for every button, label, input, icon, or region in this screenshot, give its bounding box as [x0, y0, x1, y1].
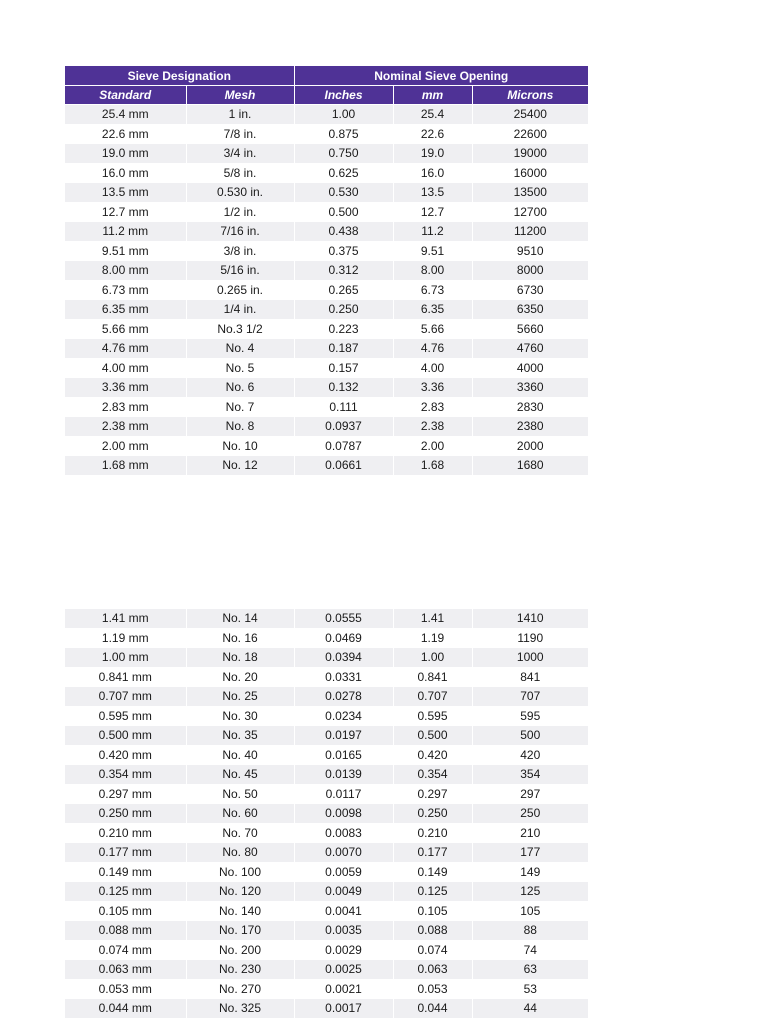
- cell-standard: 4.00 mm: [65, 358, 186, 378]
- cell-standard: 6.73 mm: [65, 280, 186, 300]
- cell-mesh: No.3 1/2: [186, 319, 294, 339]
- cell-microns: 1410: [472, 609, 588, 629]
- cell-mm: 0.063: [393, 960, 472, 980]
- cell-inches: 0.0469: [294, 628, 393, 648]
- cell-inches: 0.0197: [294, 726, 393, 746]
- cell-microns: 149: [472, 862, 588, 882]
- cell-mesh: No. 270: [186, 979, 294, 999]
- cell-mm: 12.7: [393, 202, 472, 222]
- cell-mesh: No. 230: [186, 960, 294, 980]
- cell-inches: 0.0165: [294, 745, 393, 765]
- cell-mm: 0.044: [393, 999, 472, 1018]
- cell-inches: 0.875: [294, 124, 393, 144]
- cell-standard: 16.0 mm: [65, 163, 186, 183]
- cell-standard: 0.149 mm: [65, 862, 186, 882]
- cell-mesh: No. 8: [186, 417, 294, 437]
- table-row: [65, 901, 588, 921]
- cell-standard: 6.35 mm: [65, 300, 186, 320]
- table-row: [65, 124, 588, 144]
- cell-inches: 0.0070: [294, 843, 393, 863]
- cell-standard: 0.063 mm: [65, 960, 186, 980]
- header-inches: Inches: [294, 86, 393, 105]
- table-row: [65, 358, 588, 378]
- table-row: [65, 319, 588, 339]
- table-row: [65, 300, 588, 320]
- cell-inches: 0.223: [294, 319, 393, 339]
- cell-standard: 0.250 mm: [65, 804, 186, 824]
- cell-mesh: No. 40: [186, 745, 294, 765]
- cell-microns: 22600: [472, 124, 588, 144]
- cell-microns: 44: [472, 999, 588, 1018]
- cell-inches: 0.111: [294, 397, 393, 417]
- cell-microns: 2830: [472, 397, 588, 417]
- cell-mm: 2.00: [393, 436, 472, 456]
- cell-mesh: 1/2 in.: [186, 202, 294, 222]
- table-row: [65, 745, 588, 765]
- cell-mm: 16.0: [393, 163, 472, 183]
- cell-mesh: No. 170: [186, 921, 294, 941]
- cell-mesh: No. 6: [186, 378, 294, 398]
- cell-mesh: 5/8 in.: [186, 163, 294, 183]
- table-row: [65, 144, 588, 164]
- cell-standard: 22.6 mm: [65, 124, 186, 144]
- cell-microns: 74: [472, 940, 588, 960]
- cell-standard: 0.595 mm: [65, 706, 186, 726]
- table-row: [65, 882, 588, 902]
- cell-mm: 0.707: [393, 687, 472, 707]
- cell-microns: 63: [472, 960, 588, 980]
- cell-microns: 6730: [472, 280, 588, 300]
- cell-standard: 0.297 mm: [65, 784, 186, 804]
- cell-inches: 0.0017: [294, 999, 393, 1018]
- cell-mm: 22.6: [393, 124, 472, 144]
- table-row: [65, 687, 588, 707]
- cell-inches: 0.187: [294, 339, 393, 359]
- cell-inches: 0.0394: [294, 648, 393, 668]
- cell-mm: 1.41: [393, 609, 472, 629]
- cell-mm: 11.2: [393, 222, 472, 242]
- cell-mesh: 1 in.: [186, 105, 294, 125]
- table-row: [65, 940, 588, 960]
- cell-standard: 0.841 mm: [65, 667, 186, 687]
- cell-standard: 0.074 mm: [65, 940, 186, 960]
- header-mesh: Mesh: [186, 86, 294, 105]
- cell-mm: 0.053: [393, 979, 472, 999]
- cell-mm: 9.51: [393, 241, 472, 261]
- cell-microns: 707: [472, 687, 588, 707]
- cell-mm: 0.500: [393, 726, 472, 746]
- cell-standard: 9.51 mm: [65, 241, 186, 261]
- cell-mm: 0.074: [393, 940, 472, 960]
- cell-standard: 19.0 mm: [65, 144, 186, 164]
- cell-mesh: No. 16: [186, 628, 294, 648]
- cell-mm: 0.105: [393, 901, 472, 921]
- cell-microns: 1190: [472, 628, 588, 648]
- table-row: [65, 823, 588, 843]
- cell-mm: 1.19: [393, 628, 472, 648]
- cell-microns: 3360: [472, 378, 588, 398]
- cell-inches: 0.0029: [294, 940, 393, 960]
- table-row: [65, 339, 588, 359]
- cell-microns: 105: [472, 901, 588, 921]
- cell-microns: 841: [472, 667, 588, 687]
- cell-mm: 0.210: [393, 823, 472, 843]
- sieve-table-top: [65, 66, 588, 475]
- table-row: [65, 804, 588, 824]
- cell-mesh: No. 10: [186, 436, 294, 456]
- cell-mesh: 3/4 in.: [186, 144, 294, 164]
- cell-inches: 0.0035: [294, 921, 393, 941]
- cell-inches: 0.0083: [294, 823, 393, 843]
- cell-standard: 5.66 mm: [65, 319, 186, 339]
- cell-standard: 8.00 mm: [65, 261, 186, 281]
- table-row: [65, 202, 588, 222]
- cell-mesh: 0.265 in.: [186, 280, 294, 300]
- cell-microns: 210: [472, 823, 588, 843]
- cell-mesh: No. 35: [186, 726, 294, 746]
- cell-microns: 8000: [472, 261, 588, 281]
- cell-mesh: No. 30: [186, 706, 294, 726]
- table-row: [65, 417, 588, 437]
- table-row: [65, 765, 588, 785]
- cell-standard: 1.68 mm: [65, 456, 186, 475]
- cell-mesh: 3/8 in.: [186, 241, 294, 261]
- cell-mm: 0.125: [393, 882, 472, 902]
- cell-mesh: No. 14: [186, 609, 294, 629]
- cell-microns: 25400: [472, 105, 588, 125]
- table-row: [65, 261, 588, 281]
- cell-mm: 0.354: [393, 765, 472, 785]
- cell-mesh: 5/16 in.: [186, 261, 294, 281]
- cell-microns: 9510: [472, 241, 588, 261]
- table-row: [65, 862, 588, 882]
- cell-microns: 1680: [472, 456, 588, 475]
- cell-standard: 0.088 mm: [65, 921, 186, 941]
- cell-mm: 0.297: [393, 784, 472, 804]
- cell-mm: 0.841: [393, 667, 472, 687]
- cell-standard: 4.76 mm: [65, 339, 186, 359]
- cell-microns: 88: [472, 921, 588, 941]
- cell-mm: 1.00: [393, 648, 472, 668]
- table-body-bottom: [65, 609, 588, 1018]
- table-row: [65, 222, 588, 242]
- cell-microns: 13500: [472, 183, 588, 203]
- cell-mm: 0.088: [393, 921, 472, 941]
- table-row: [65, 667, 588, 687]
- cell-standard: 12.7 mm: [65, 202, 186, 222]
- cell-microns: 297: [472, 784, 588, 804]
- cell-microns: 6350: [472, 300, 588, 320]
- cell-inches: 0.0025: [294, 960, 393, 980]
- cell-inches: 0.0021: [294, 979, 393, 999]
- cell-inches: 0.0234: [294, 706, 393, 726]
- cell-inches: 0.750: [294, 144, 393, 164]
- cell-standard: 1.00 mm: [65, 648, 186, 668]
- cell-inches: 0.132: [294, 378, 393, 398]
- cell-standard: 1.41 mm: [65, 609, 186, 629]
- cell-standard: 1.19 mm: [65, 628, 186, 648]
- cell-standard: 3.36 mm: [65, 378, 186, 398]
- cell-microns: 5660: [472, 319, 588, 339]
- sieve-table-bottom: [65, 608, 588, 1018]
- cell-microns: 125: [472, 882, 588, 902]
- cell-mm: 0.250: [393, 804, 472, 824]
- table-row: [65, 456, 588, 475]
- cell-mm: 19.0: [393, 144, 472, 164]
- cell-mesh: No. 20: [186, 667, 294, 687]
- cell-mesh: No. 5: [186, 358, 294, 378]
- cell-standard: 0.044 mm: [65, 999, 186, 1018]
- cell-standard: 0.053 mm: [65, 979, 186, 999]
- cell-inches: 0.0937: [294, 417, 393, 437]
- cell-microns: 4000: [472, 358, 588, 378]
- cell-inches: 0.0041: [294, 901, 393, 921]
- cell-mesh: No. 325: [186, 999, 294, 1018]
- table-row: [65, 280, 588, 300]
- table-row: [65, 960, 588, 980]
- cell-mm: 8.00: [393, 261, 472, 281]
- header-sieve-designation: Sieve Designation: [65, 66, 294, 86]
- cell-mesh: No. 70: [186, 823, 294, 843]
- cell-mm: 2.83: [393, 397, 472, 417]
- cell-microns: 177: [472, 843, 588, 863]
- table-row: [65, 436, 588, 456]
- cell-mm: 3.36: [393, 378, 472, 398]
- table-row: [65, 378, 588, 398]
- cell-mesh: No. 50: [186, 784, 294, 804]
- cell-mesh: No. 140: [186, 901, 294, 921]
- cell-mesh: No. 12: [186, 456, 294, 475]
- cell-inches: 0.0117: [294, 784, 393, 804]
- cell-microns: 53: [472, 979, 588, 999]
- table-row: [65, 105, 588, 125]
- cell-microns: 11200: [472, 222, 588, 242]
- cell-microns: 1000: [472, 648, 588, 668]
- header-column-row: [65, 86, 588, 105]
- cell-inches: 0.265: [294, 280, 393, 300]
- cell-mesh: 7/16 in.: [186, 222, 294, 242]
- cell-standard: 0.105 mm: [65, 901, 186, 921]
- cell-mm: 0.595: [393, 706, 472, 726]
- table-row: [65, 163, 588, 183]
- cell-inches: 1.00: [294, 105, 393, 125]
- cell-microns: 250: [472, 804, 588, 824]
- cell-inches: 0.250: [294, 300, 393, 320]
- cell-standard: 11.2 mm: [65, 222, 186, 242]
- cell-mesh: No. 25: [186, 687, 294, 707]
- cell-inches: 0.0555: [294, 609, 393, 629]
- header-microns: Microns: [472, 86, 588, 105]
- cell-mm: 0.177: [393, 843, 472, 863]
- cell-mesh: No. 18: [186, 648, 294, 668]
- cell-mm: 2.38: [393, 417, 472, 437]
- cell-inches: 0.0139: [294, 765, 393, 785]
- cell-mm: 6.35: [393, 300, 472, 320]
- cell-microns: 354: [472, 765, 588, 785]
- cell-mm: 4.00: [393, 358, 472, 378]
- cell-standard: 0.707 mm: [65, 687, 186, 707]
- table-row: [65, 183, 588, 203]
- cell-inches: 0.530: [294, 183, 393, 203]
- cell-standard: 2.83 mm: [65, 397, 186, 417]
- cell-inches: 0.625: [294, 163, 393, 183]
- cell-standard: 25.4 mm: [65, 105, 186, 125]
- cell-inches: 0.500: [294, 202, 393, 222]
- table-row: [65, 648, 588, 668]
- cell-mesh: No. 45: [186, 765, 294, 785]
- cell-inches: 0.0661: [294, 456, 393, 475]
- cell-mm: 13.5: [393, 183, 472, 203]
- cell-mesh: No. 120: [186, 882, 294, 902]
- cell-mesh: 7/8 in.: [186, 124, 294, 144]
- cell-inches: 0.0787: [294, 436, 393, 456]
- table-row: [65, 979, 588, 999]
- cell-standard: 0.500 mm: [65, 726, 186, 746]
- cell-standard: 0.125 mm: [65, 882, 186, 902]
- cell-inches: 0.375: [294, 241, 393, 261]
- cell-inches: 0.157: [294, 358, 393, 378]
- cell-mesh: No. 7: [186, 397, 294, 417]
- cell-microns: 420: [472, 745, 588, 765]
- table-row: [65, 999, 588, 1018]
- cell-standard: 0.177 mm: [65, 843, 186, 863]
- cell-standard: 0.420 mm: [65, 745, 186, 765]
- cell-standard: 2.00 mm: [65, 436, 186, 456]
- cell-standard: 0.354 mm: [65, 765, 186, 785]
- cell-standard: 13.5 mm: [65, 183, 186, 203]
- cell-mm: 1.68: [393, 456, 472, 475]
- table-row: [65, 921, 588, 941]
- table-row: [65, 241, 588, 261]
- cell-mm: 0.420: [393, 745, 472, 765]
- cell-mesh: No. 4: [186, 339, 294, 359]
- table-body-top: [65, 105, 588, 475]
- table-row: [65, 628, 588, 648]
- table-row: [65, 397, 588, 417]
- cell-mm: 25.4: [393, 105, 472, 125]
- cell-inches: 0.0331: [294, 667, 393, 687]
- cell-mm: 6.73: [393, 280, 472, 300]
- cell-standard: 2.38 mm: [65, 417, 186, 437]
- cell-microns: 595: [472, 706, 588, 726]
- table-row: [65, 726, 588, 746]
- cell-mm: 4.76: [393, 339, 472, 359]
- cell-inches: 0.0278: [294, 687, 393, 707]
- cell-mesh: No. 200: [186, 940, 294, 960]
- cell-inches: 0.438: [294, 222, 393, 242]
- cell-microns: 500: [472, 726, 588, 746]
- cell-mm: 5.66: [393, 319, 472, 339]
- header-mm: mm: [393, 86, 472, 105]
- cell-microns: 2380: [472, 417, 588, 437]
- cell-mesh: No. 80: [186, 843, 294, 863]
- cell-mesh: 0.530 in.: [186, 183, 294, 203]
- cell-microns: 19000: [472, 144, 588, 164]
- cell-microns: 12700: [472, 202, 588, 222]
- table-row: [65, 784, 588, 804]
- cell-microns: 16000: [472, 163, 588, 183]
- header-standard: Standard: [65, 86, 186, 105]
- cell-mesh: 1/4 in.: [186, 300, 294, 320]
- cell-microns: 4760: [472, 339, 588, 359]
- cell-mesh: No. 60: [186, 804, 294, 824]
- cell-mm: 0.149: [393, 862, 472, 882]
- table-row: [65, 706, 588, 726]
- cell-inches: 0.312: [294, 261, 393, 281]
- cell-mesh: No. 100: [186, 862, 294, 882]
- cell-inches: 0.0098: [294, 804, 393, 824]
- cell-inches: 0.0049: [294, 882, 393, 902]
- table-row: [65, 609, 588, 629]
- cell-inches: 0.0059: [294, 862, 393, 882]
- table-row: [65, 843, 588, 863]
- cell-microns: 2000: [472, 436, 588, 456]
- header-group-row: [65, 66, 588, 86]
- cell-standard: 0.210 mm: [65, 823, 186, 843]
- header-nominal-opening: Nominal Sieve Opening: [294, 66, 588, 86]
